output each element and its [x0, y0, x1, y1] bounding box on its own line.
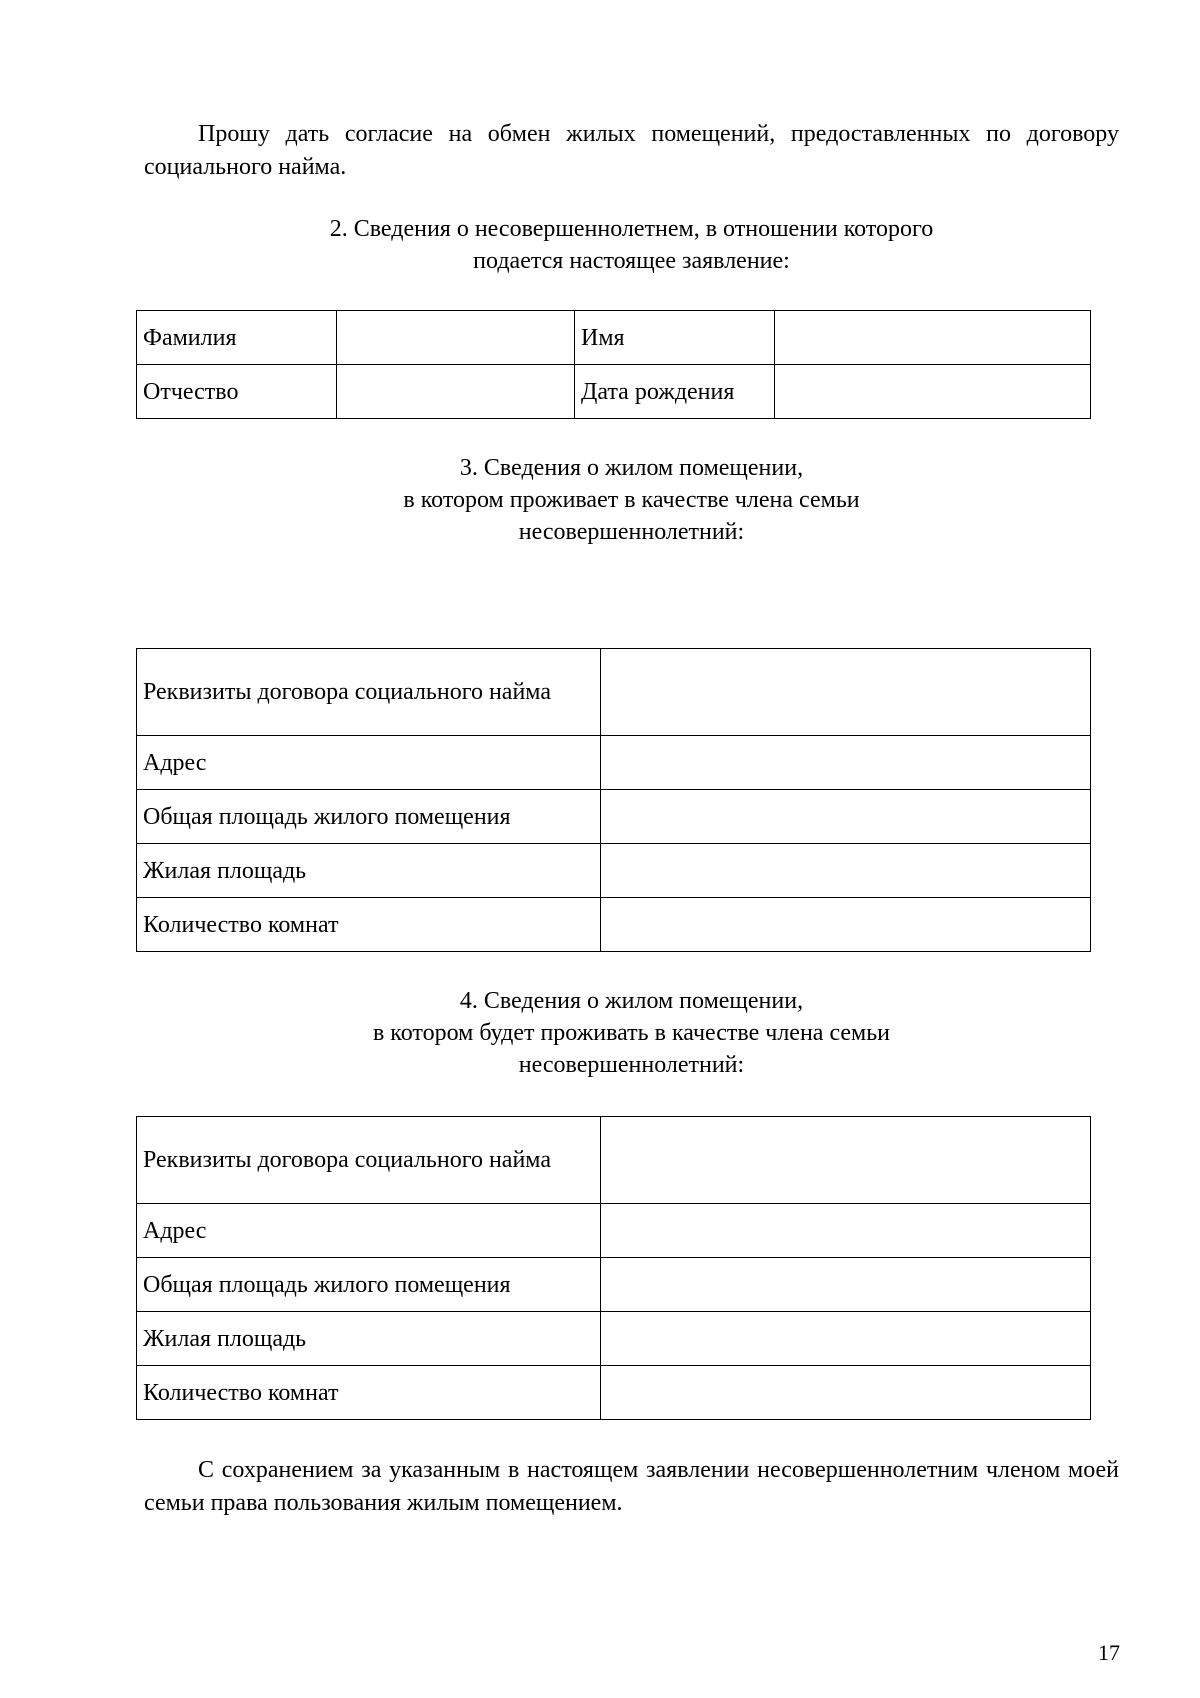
section2-heading-line1: 2. Сведения о несовершеннолетнем, в отношении которого — [329, 216, 934, 242]
intro-paragraph: Прошу дать согласие на обмен жилых помещений, предоставленных по договору социального найма. — [144, 121, 1119, 180]
contract-details-label: Реквизиты договора социального найма — [137, 649, 601, 736]
room-count-field[interactable] — [601, 898, 1091, 952]
table-row — [137, 649, 1091, 736]
current-dwelling-table — [136, 648, 1091, 952]
future-dwelling-table — [136, 1116, 1091, 1420]
table-row — [137, 1117, 1091, 1204]
page-number: 17 — [1098, 1640, 1120, 1665]
table-row — [137, 1258, 1091, 1312]
contract-details-field[interactable] — [601, 649, 1091, 736]
address-field[interactable] — [601, 1204, 1091, 1258]
name-label: Имя — [575, 311, 775, 365]
address-field[interactable] — [601, 736, 1091, 790]
section4-heading — [144, 985, 1119, 1081]
section3-heading — [144, 452, 1119, 548]
contract-details-field[interactable] — [601, 1117, 1091, 1204]
table-row — [137, 1366, 1091, 1420]
name-field[interactable] — [775, 311, 1091, 365]
total-area-label: Общая площадь жилого помещения — [137, 790, 601, 844]
living-area-label: Жилая площадь — [137, 1312, 601, 1366]
table-row — [137, 898, 1091, 952]
room-count-label: Количество комнат — [137, 898, 601, 952]
birth-date-field[interactable] — [775, 365, 1091, 419]
table-row — [137, 736, 1091, 790]
table-row — [137, 365, 1091, 419]
section4-heading-line2: в котором будет проживать в качестве члена семьи — [372, 1020, 891, 1046]
patronymic-label: Отчество — [137, 365, 337, 419]
table-row — [137, 1312, 1091, 1366]
section3-heading-line2: в котором проживает в качестве члена семьи — [403, 487, 860, 513]
living-area-field[interactable] — [601, 844, 1091, 898]
total-area-field[interactable] — [601, 790, 1091, 844]
birth-date-label: Дата рождения — [575, 365, 775, 419]
living-area-label: Жилая площадь — [137, 844, 601, 898]
surname-label: Фамилия — [137, 311, 337, 365]
closing-paragraph: С сохранением за указанным в настоящем заявлении несовершеннолетним членом моей семьи права пользования жилым помещением. — [144, 1457, 1119, 1516]
section4-heading-line3: несовершеннолетний: — [518, 1052, 745, 1078]
section3-heading-line1: 3. Сведения о жилом помещении, — [459, 455, 804, 481]
living-area-field[interactable] — [601, 1312, 1091, 1366]
table-row — [137, 1204, 1091, 1258]
table-row — [137, 790, 1091, 844]
section4-heading-line1: 4. Сведения о жилом помещении, — [459, 988, 804, 1014]
table-row — [137, 844, 1091, 898]
section2-heading — [144, 213, 1119, 277]
room-count-field[interactable] — [601, 1366, 1091, 1420]
patronymic-field[interactable] — [337, 365, 575, 419]
surname-field[interactable] — [337, 311, 575, 365]
total-area-label: Общая площадь жилого помещения — [137, 1258, 601, 1312]
minor-info-table — [136, 310, 1091, 419]
address-label: Адрес — [137, 1204, 601, 1258]
total-area-field[interactable] — [601, 1258, 1091, 1312]
section2-heading-line2: подается настоящее заявление: — [473, 248, 790, 274]
section3-heading-line3: несовершеннолетний: — [518, 519, 745, 545]
table-row — [137, 311, 1091, 365]
contract-details-label: Реквизиты договора социального найма — [137, 1117, 601, 1204]
address-label: Адрес — [137, 736, 601, 790]
room-count-label: Количество комнат — [137, 1366, 601, 1420]
